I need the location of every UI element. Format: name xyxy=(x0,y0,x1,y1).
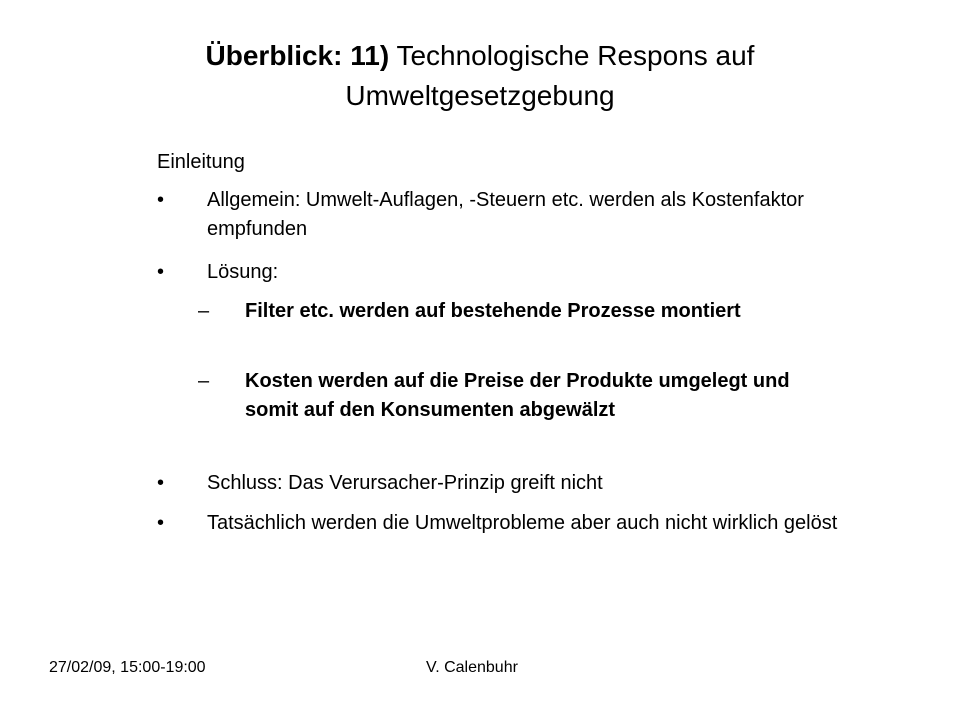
title-bold-part: Überblick: 11) xyxy=(205,40,390,71)
bullet-marker: • xyxy=(157,189,165,211)
bullet-marker: • xyxy=(157,472,165,494)
intro-heading: Einleitung xyxy=(157,151,245,173)
slide-title xyxy=(120,36,840,116)
footer-author: V. Calenbuhr xyxy=(426,659,518,676)
bullet-text: Schluss: Das Verursacher-Prinzip greift nicht xyxy=(207,472,603,494)
dash-marker: – xyxy=(198,370,210,392)
footer-date: 27/02/09, 15:00-19:00 xyxy=(49,659,206,676)
bullet-text: Allgemein: Umwelt-Auflagen, -Steuern etc. werden als Kostenfaktor empfunden xyxy=(207,189,804,240)
bullet-marker: • xyxy=(157,261,165,283)
title-rest-part: Technologische Respons auf xyxy=(396,40,755,71)
bullet-text: Lösung: xyxy=(207,261,279,283)
bullet-marker: • xyxy=(157,512,165,534)
title-second-line: Umweltgesetzgebung xyxy=(345,80,615,111)
dash-marker: – xyxy=(198,300,210,322)
sub-item-text: Kosten werden auf die Preise der Produkte umgelegt und somit auf den Konsumenten abgewälzt xyxy=(245,370,790,421)
bullet-text: Tatsächlich werden die Umweltprobleme aber auch nicht wirklich gelöst xyxy=(207,512,838,534)
sub-item-text: Filter etc. werden auf bestehende Prozesse montiert xyxy=(245,300,741,322)
